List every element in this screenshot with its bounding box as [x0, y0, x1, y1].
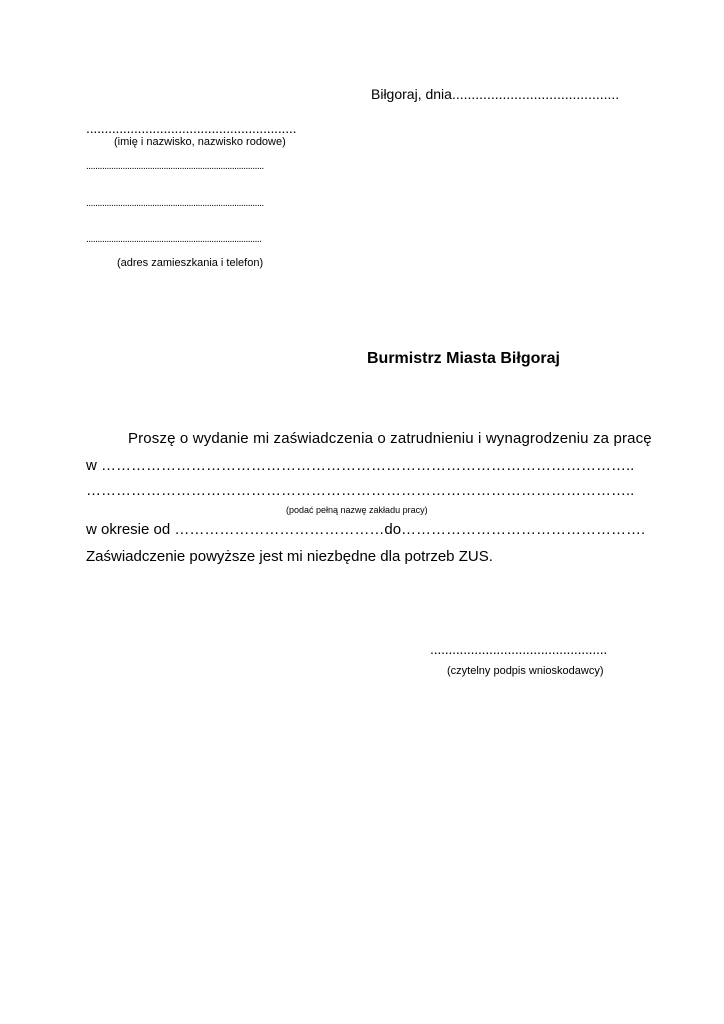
- workplace-caption: (podać pełną nazwę zakładu pracy): [286, 505, 428, 515]
- period-line: w okresie od ……………………………………do………………………………………….: [86, 521, 646, 538]
- recipient-title: Burmistrz Miasta Biłgoraj: [367, 350, 560, 367]
- request-text-line-1: Proszę o wydanie mi zaświadczenia o zatrudnieniu i wynagrodzeniu za pracę: [128, 430, 652, 447]
- signature-caption: (czytelny podpis wnioskodawcy): [447, 665, 604, 677]
- address-dotted-line-1: ..............................................................................: [86, 161, 264, 172]
- workplace-dotted-line-1: w ……………………………………………………………………………………………..: [86, 457, 635, 474]
- address-dotted-line-2: ..............................................................................: [86, 198, 264, 209]
- applicant-name-caption: (imię i nazwisko, nazwisko rodowe): [114, 136, 286, 148]
- signature-dotted-line: ................................................: [430, 641, 608, 657]
- applicant-name-dotted-line: .........................................................: [86, 120, 297, 136]
- address-caption: (adres zamieszkania i telefon): [117, 257, 264, 269]
- place-and-date-line: Biłgoraj, dnia...........................................: [371, 86, 620, 102]
- purpose-statement: Zaświadczenie powyższe jest mi niezbędne dla potrzeb ZUS.: [86, 548, 493, 565]
- workplace-dotted-line-2: ………………………………………………………………………………………………..: [86, 482, 635, 499]
- address-dotted-line-3: .............................................................................: [86, 234, 262, 245]
